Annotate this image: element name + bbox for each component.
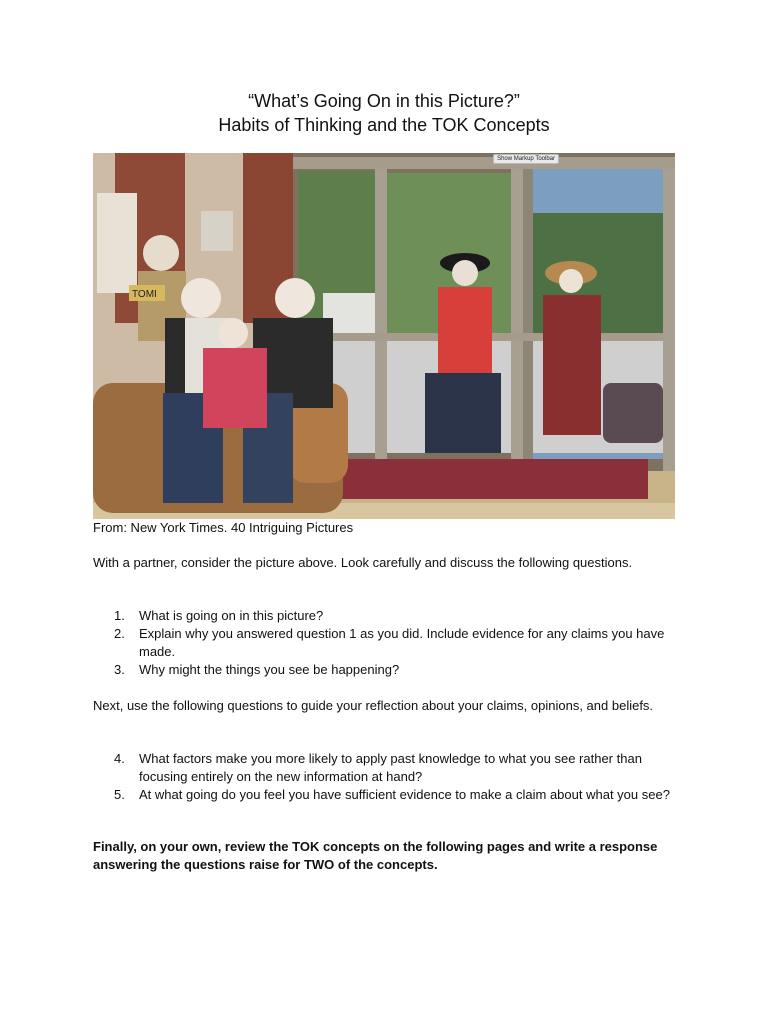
question-list-part1 bbox=[93, 607, 683, 679]
show-markup-toolbar-button[interactable]: Show Markup Toolbar bbox=[493, 154, 559, 164]
list-item-number: 2. bbox=[114, 626, 125, 641]
photo-illustration bbox=[93, 153, 675, 519]
list-item bbox=[93, 661, 683, 679]
photo-caption: From: New York Times. 40 Intriguing Pictures bbox=[93, 520, 354, 535]
reflection-paragraph: Next, use the following questions to guide your reflection about your claims, opinions, and beliefs. bbox=[93, 698, 654, 713]
list-item bbox=[93, 607, 683, 625]
scarecrow-doll-photo bbox=[93, 153, 675, 519]
document-title-line1: “What’s Going On in this Picture?” bbox=[248, 91, 520, 111]
list-item-text: Explain why you answered question 1 as you did. Include evidence for any claims you have made. bbox=[139, 626, 665, 659]
list-item-number: 1. bbox=[114, 608, 125, 623]
document-title-line2: Habits of Thinking and the TOK Concepts bbox=[218, 115, 550, 135]
list-item-text: Why might the things you see be happening? bbox=[139, 662, 400, 677]
list-item bbox=[93, 625, 683, 661]
list-item-number: 3. bbox=[114, 662, 125, 677]
list-item-text: What factors make you more likely to apply past knowledge to what you see rather than focusing entirely on the new information at hand? bbox=[139, 751, 642, 784]
list-item-text: At what going do you feel you have sufficient evidence to make a claim about what you see? bbox=[139, 787, 670, 802]
list-item-number: 5. bbox=[114, 787, 125, 802]
list-item-number: 4. bbox=[114, 751, 125, 766]
doll-sign-text: TOMI bbox=[132, 289, 157, 300]
list-item-text: What is going on in this picture? bbox=[139, 608, 324, 623]
intro-paragraph: With a partner, consider the picture above. Look carefully and discuss the following questions. bbox=[93, 555, 633, 570]
final-instructions: Finally, on your own, review the TOK concepts on the following pages and write a response answering the questions raise for TWO of the concepts. bbox=[93, 839, 658, 872]
question-list-part2 bbox=[93, 750, 683, 804]
list-item bbox=[93, 786, 683, 804]
list-item bbox=[93, 750, 683, 786]
